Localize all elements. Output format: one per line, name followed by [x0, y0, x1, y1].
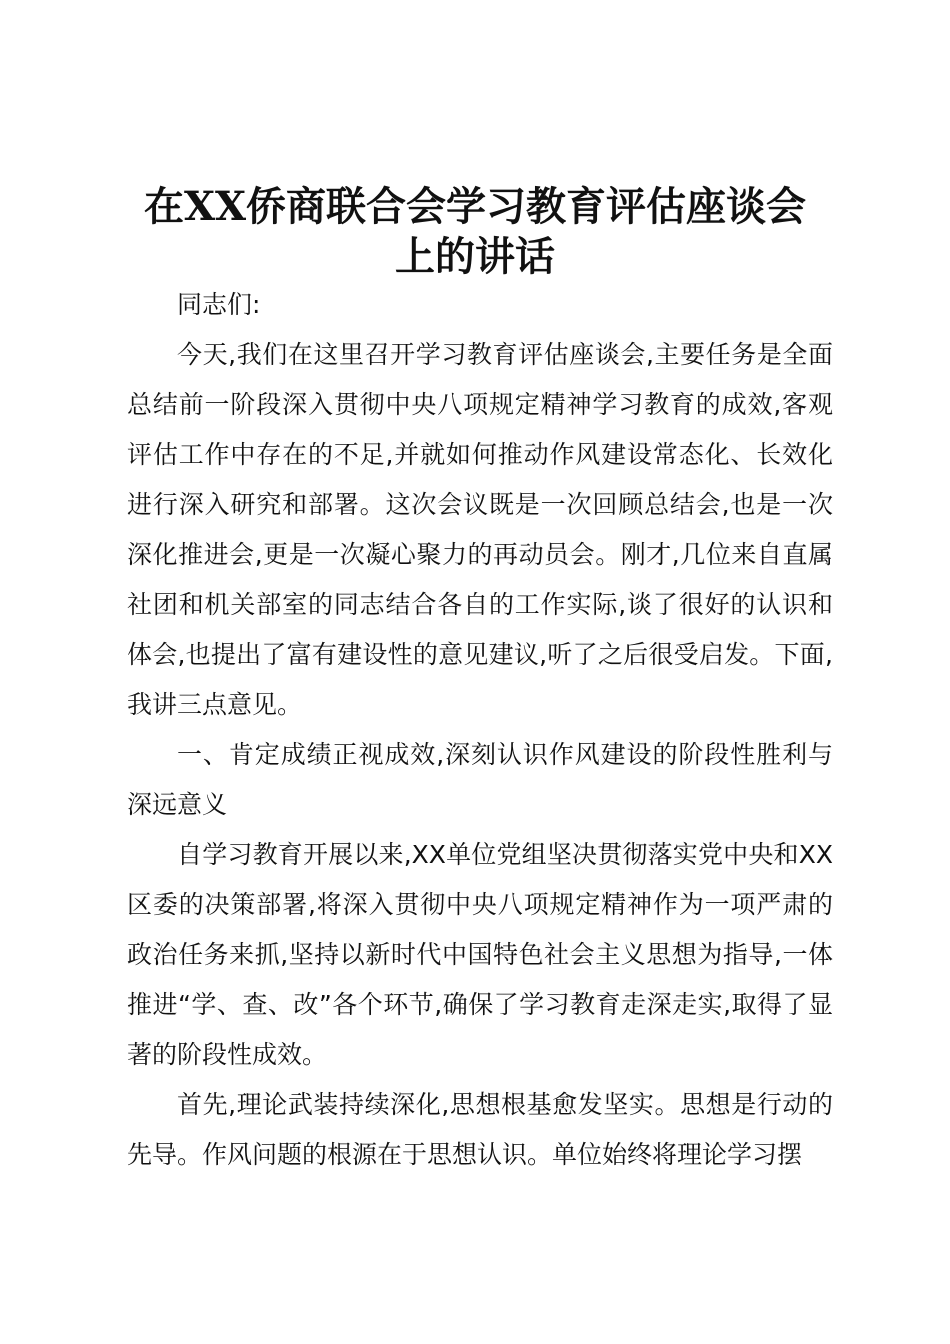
paragraph-section-1: 自学习教育开展以来,XX单位党组坚决贯彻落实党中央和XX区委的决策部署,将深入贯彻中央八项规定精神作为一项严肃的政治任务来抓,坚持以新时代中国特色社会主义思想为指导,一体推进“学、查、改”各个环节,确保了学习教育走深走实,取得了显著的阶段性成效。 — [127, 840, 833, 1069]
document-body — [127, 280, 833, 1180]
document-title-line-2: 上的讲话 — [395, 233, 555, 280]
section-heading-1: 一、肯定成绩正视成效,深刻认识作风建设的阶段性胜利与深远意义 — [127, 740, 833, 819]
paragraph-first-point: 首先,理论武装持续深化,思想根基愈发坚实。思想是行动的先导。作风问题的根源在于思想认识。单位始终将理论学习摆 — [127, 1090, 833, 1169]
salutation: 同志们: — [177, 290, 261, 319]
document-title-line-1: 在XX侨商联合会学习教育评估座谈会 — [143, 183, 807, 230]
paragraph-intro: 今天,我们在这里召开学习教育评估座谈会,主要任务是全面总结前一阶段深入贯彻中央八项规定精神学习教育的成效,客观评估工作中存在的不足,并就如何推动作风建设常态化、长效化进行深入研究和部署。这次会议既是一次回顾总结会,也是一次深化推进会,更是一次凝心聚力的再动员会。刚才,几位来自直属社团和机关部室的同志结合各自的工作实际,谈了很好的认识和体会,也提出了富有建设性的意见建议,听了之后很受启发。下面,我讲三点意见。 — [127, 340, 833, 719]
